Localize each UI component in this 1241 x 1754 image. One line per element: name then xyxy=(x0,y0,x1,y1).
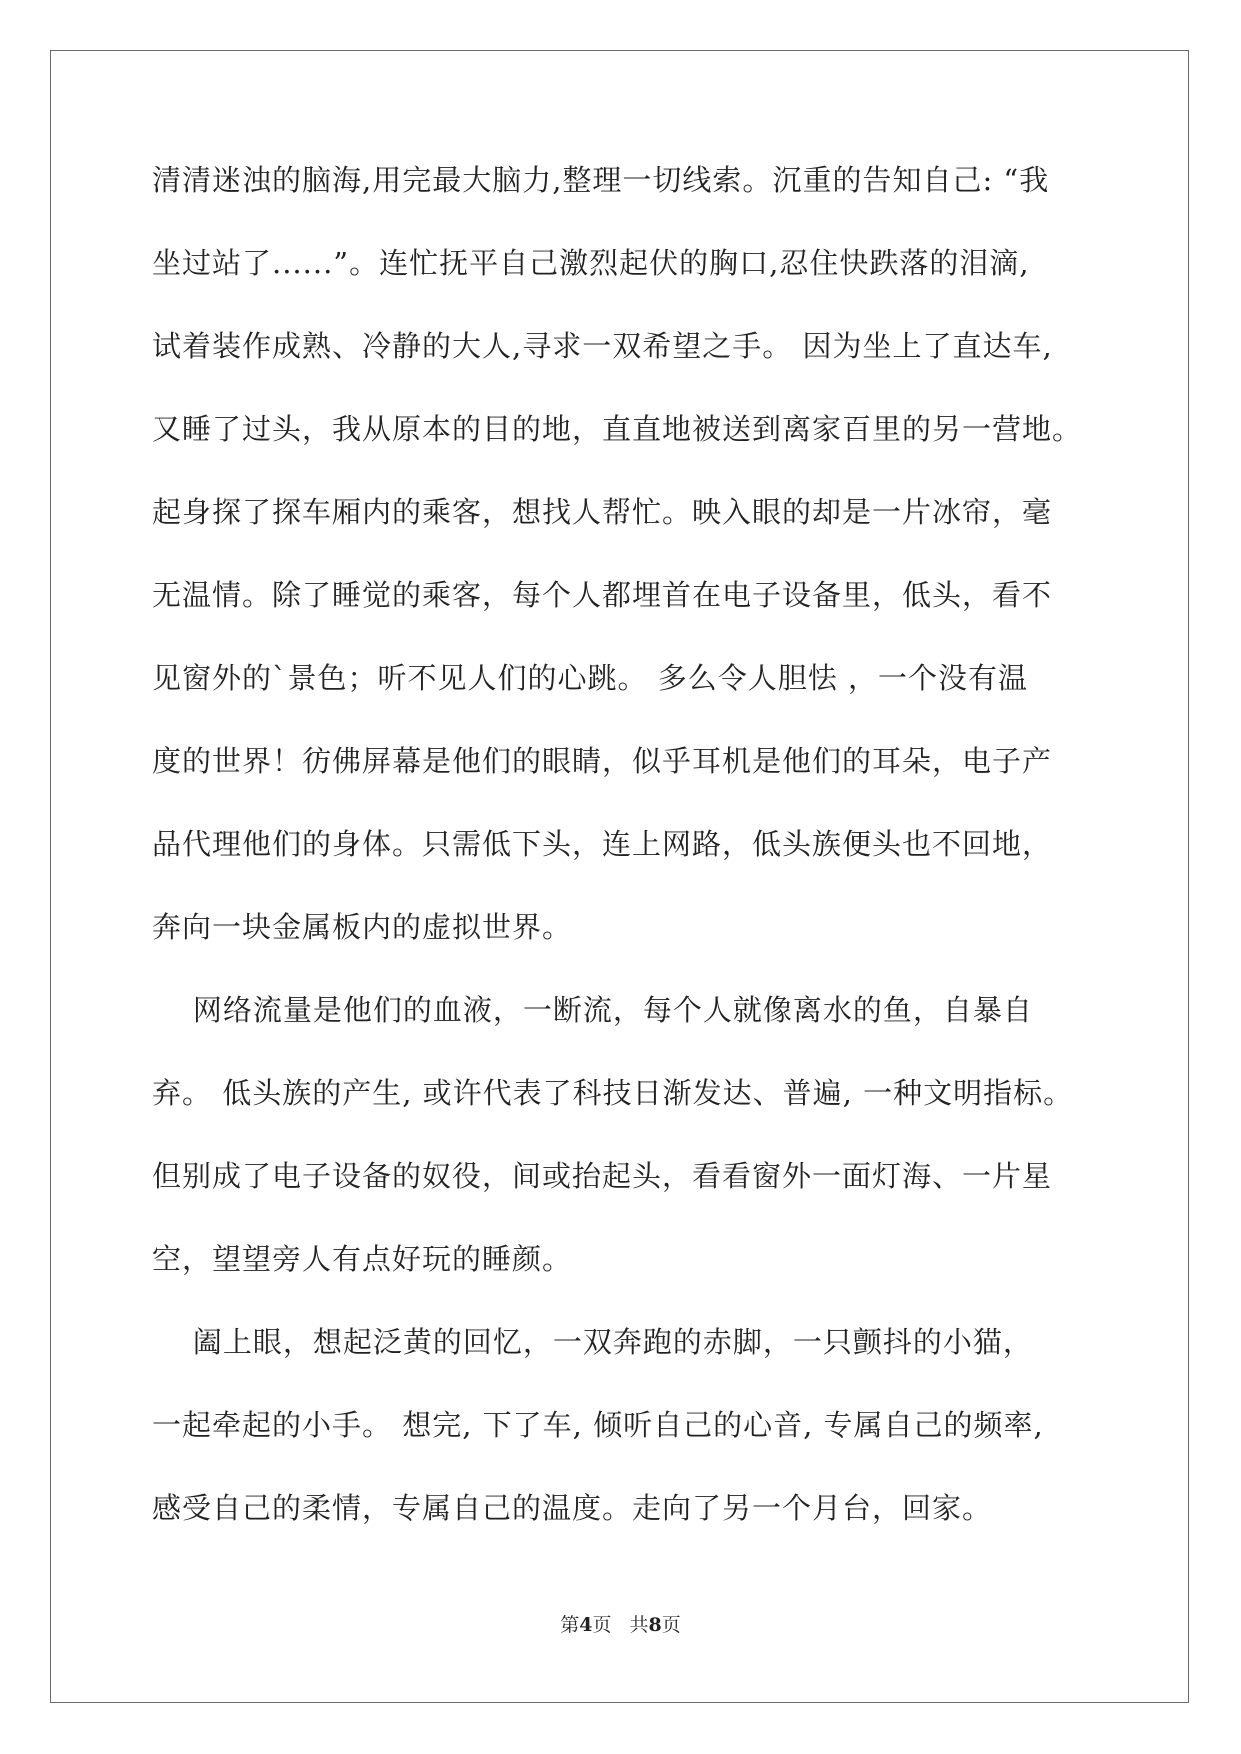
paragraph-start-line: 阖上眼，想起泛黄的回忆，一双奔跑的赤脚，一只颤抖的小猫， xyxy=(152,1325,1033,1359)
text-line: 感受自己的柔情，专属自己的温度。走向了另一个月台，回家。 xyxy=(152,1491,993,1525)
paragraph-start-line: 网络流量是他们的血液，一断流，每个人就像离水的鱼，自暴自 xyxy=(152,993,1033,1027)
document-body xyxy=(152,160,1100,1529)
text-line: 空，望望旁人有点好玩的睡颜。 xyxy=(152,1242,573,1276)
text-line: 度的世界！彷佛屏幕是他们的眼睛，似乎耳机是他们的耳朵，电子产 xyxy=(152,744,1053,778)
text-line: 一起牵起的小手。 想完, 下了车, 倾听自己的心音, 专属自己的频率, xyxy=(152,1408,1044,1442)
text-line: 无温情。除了睡觉的乘客，每个人都埋首在电子设备里，低头，看不 xyxy=(152,578,1053,612)
total-page-count: 8 xyxy=(648,1614,662,1636)
text-line: 起身探了探车厢内的乘客，想找人帮忙。映入眼的却是一片冰帘，毫 xyxy=(152,495,1053,529)
text-line: 见窗外的`景色；听不见人们的心跳。 多么令人胆怯 ，一个没有温 xyxy=(152,661,1028,695)
text-line: 又睡了过头，我从原本的目的地，直直地被送到离家百里的另一营地。 xyxy=(152,412,1083,446)
page-label-suffix: 页 xyxy=(592,1614,612,1636)
text-line: 清清迷浊的脑海,用完最大脑力,整理一切线索。沉重的告知自己: “我 xyxy=(152,163,1050,197)
text-line: 奔向一块金属板内的虚拟世界。 xyxy=(152,910,573,944)
text-line: 品代理他们的身体。只需低下头，连上网路，低头族便头也不回地， xyxy=(152,827,1053,861)
page-label-prefix: 第 xyxy=(560,1614,580,1636)
text-line: 坐过站了......”。连忙抚平自己激烈起伏的胸口,忍住快跌落的泪滴, xyxy=(152,246,1030,280)
total-label-prefix: 共 xyxy=(629,1614,649,1636)
total-label-suffix: 页 xyxy=(661,1614,681,1636)
page-number-footer xyxy=(0,1610,1241,1637)
current-page-number: 4 xyxy=(579,1614,593,1636)
text-line: 弃。 低头族的产生, 或许代表了科技日渐发达、普遍, 一种文明指标。 xyxy=(152,1076,1074,1110)
text-line: 试着装作成熟、冷静的大人,寻求一双希望之手。 因为坐上了直达车, xyxy=(152,329,1053,363)
text-line: 但别成了电子设备的奴役，间或抬起头，看看窗外一面灯海、一片星 xyxy=(152,1159,1053,1193)
